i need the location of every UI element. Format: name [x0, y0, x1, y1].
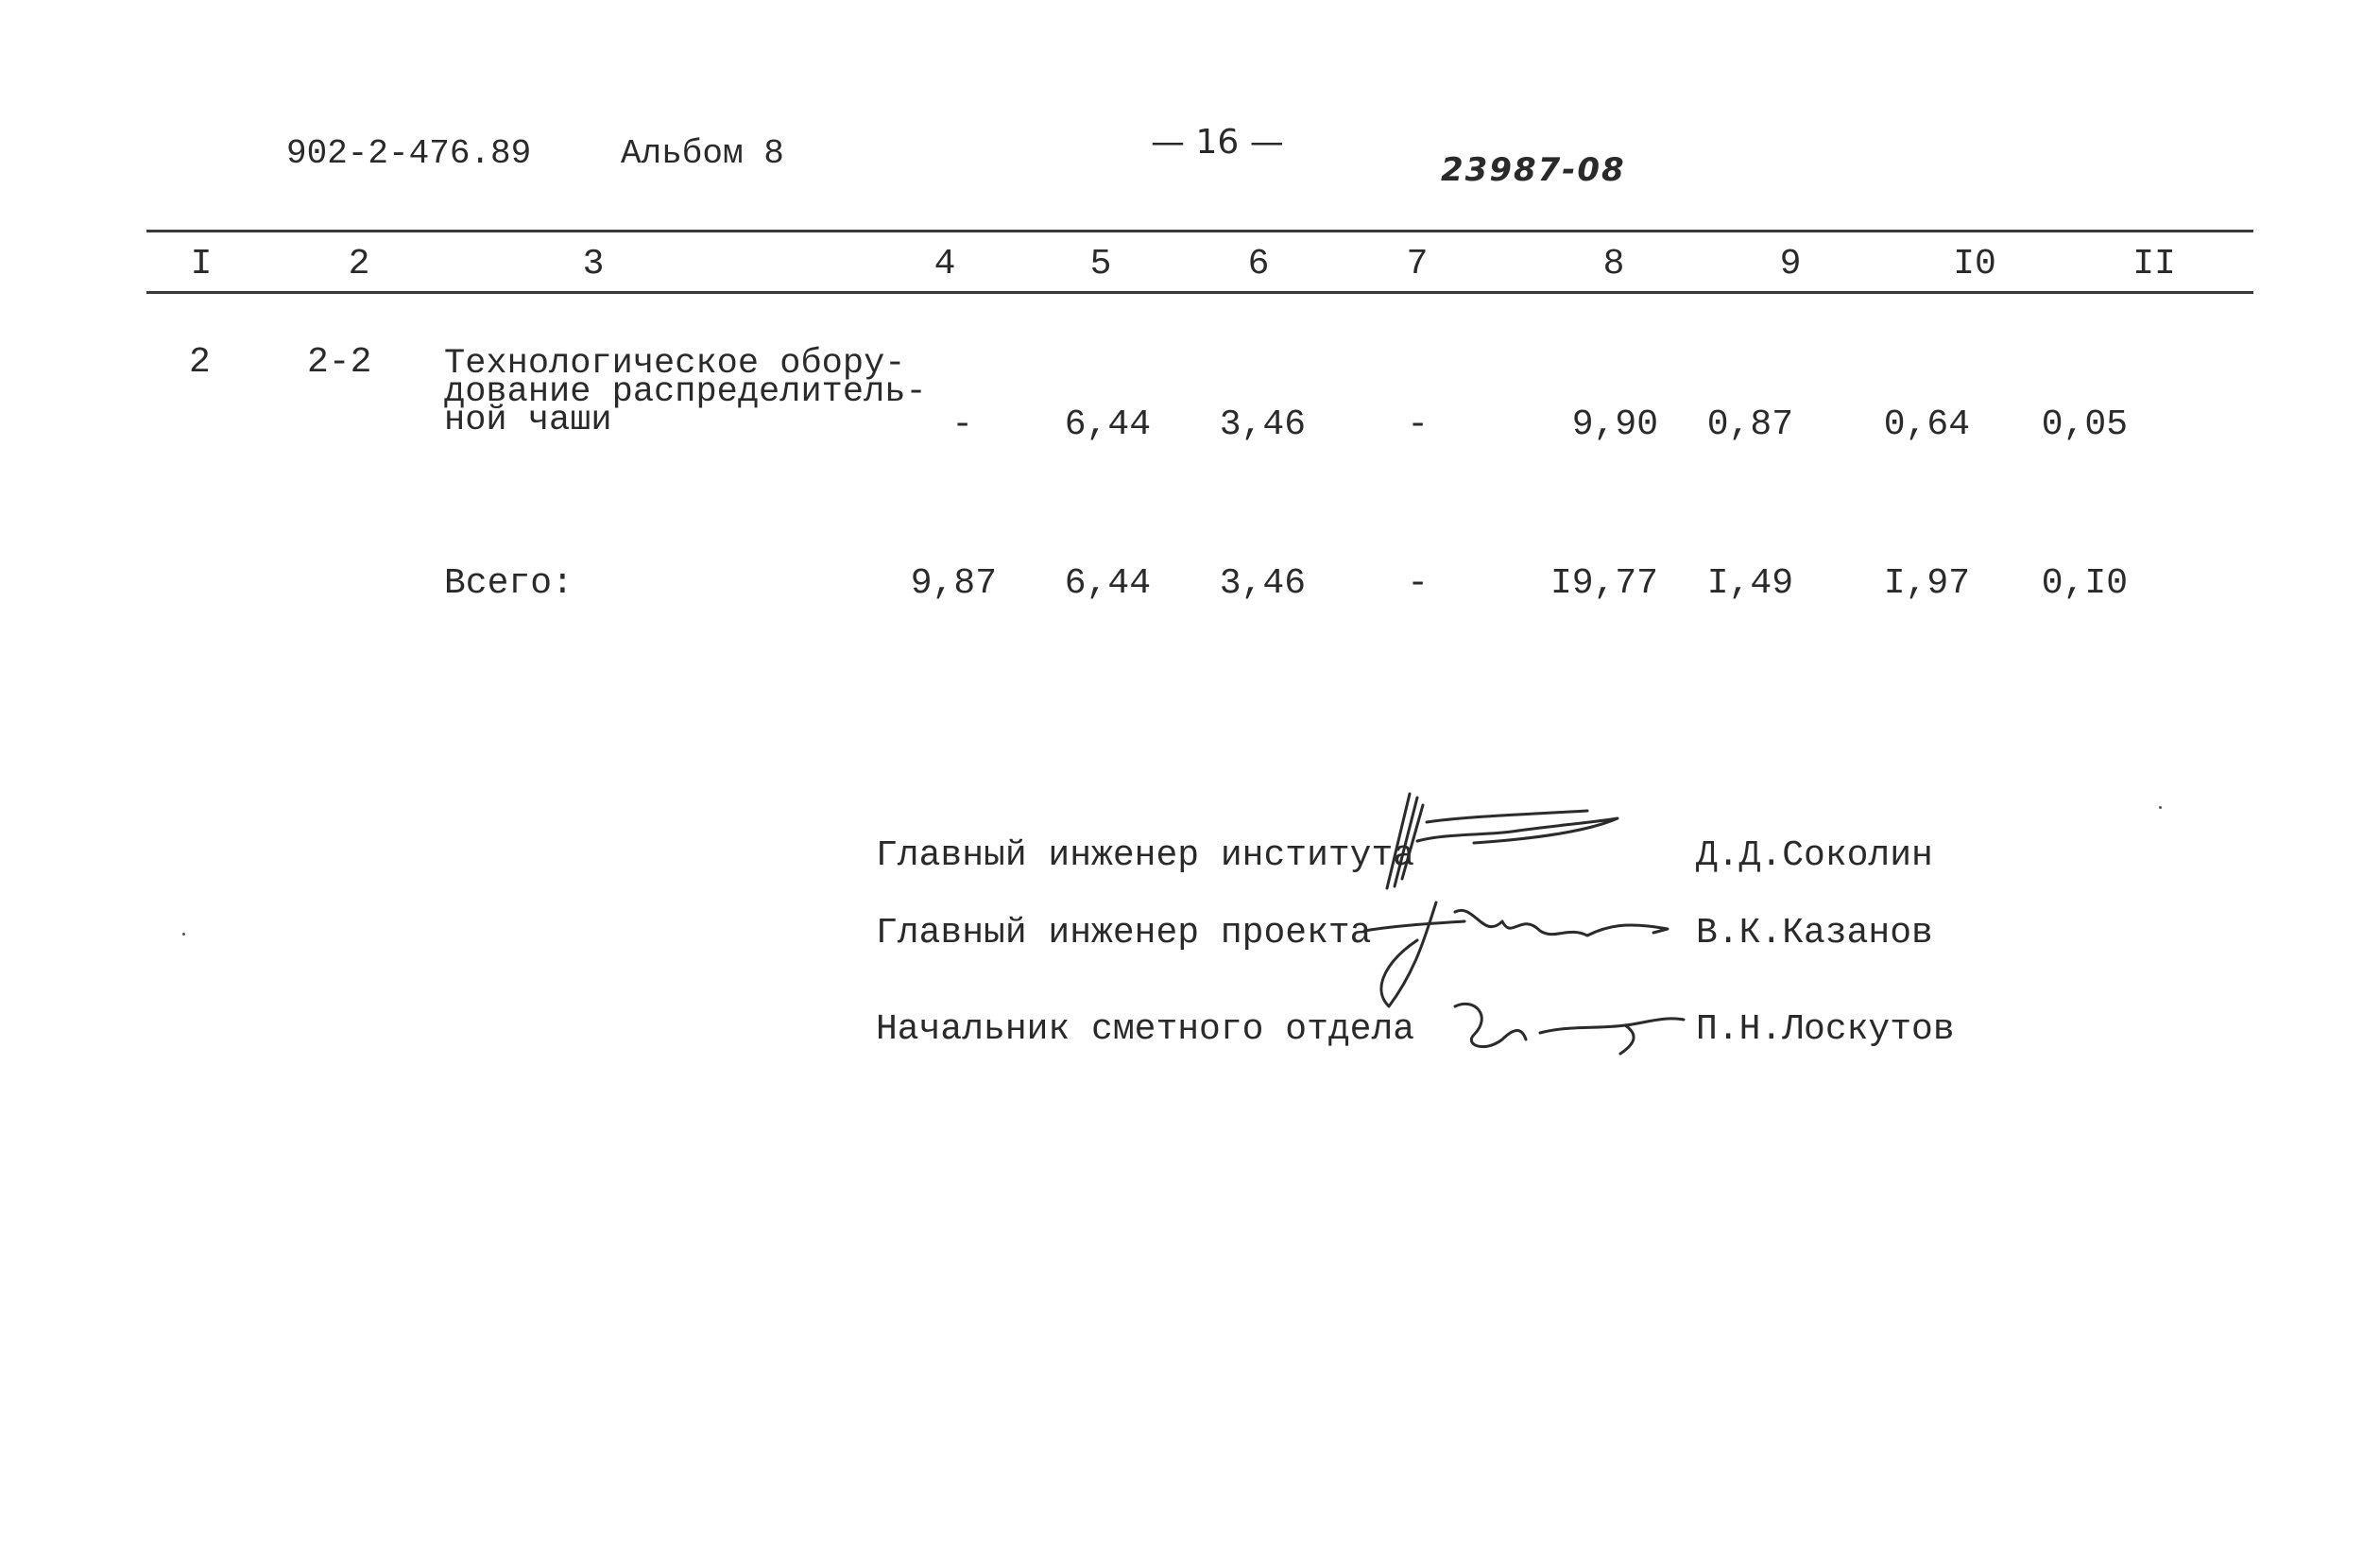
inventory-number: 23987-08: [1441, 151, 1626, 189]
table-top-rule: [146, 230, 2253, 232]
total-value-10: I,97: [1883, 563, 1970, 604]
description-line: дование распределитель-: [444, 372, 927, 412]
total-value-5: 6,44: [1064, 563, 1151, 604]
signature-name-loskutov: П.Н.Лоскутов: [1696, 1009, 1955, 1050]
col-header-3: 3: [582, 244, 605, 284]
col-header-9: 9: [1779, 244, 1802, 284]
album-label: Альбом 8: [621, 134, 784, 173]
col-header-4: 4: [933, 244, 956, 284]
col-header-1: I: [190, 244, 213, 284]
total-value-7: -: [1407, 563, 1429, 604]
row-value-11: 0,05: [2041, 404, 2128, 445]
row-number: 2: [189, 342, 211, 383]
col-header-7: 7: [1406, 244, 1429, 284]
scan-speck: [182, 933, 185, 936]
description-line: Технологическое обору-: [444, 344, 906, 384]
total-value-11: 0,I0: [2041, 563, 2128, 604]
signature-title-project-engineer: Главный инженер проекта: [876, 913, 1372, 953]
row-value-7: -: [1407, 404, 1429, 445]
col-header-6: 6: [1247, 244, 1270, 284]
col-header-8: 8: [1602, 244, 1625, 284]
col-header-11: II: [2132, 244, 2176, 284]
handwritten-signature-1: [1361, 784, 1625, 898]
total-value-8: I9,77: [1550, 563, 1658, 604]
signature-name-kazanov: В.К.Казанов: [1696, 913, 1933, 953]
row-value-5: 6,44: [1064, 404, 1151, 445]
row-code: 2-2: [307, 342, 372, 383]
description-line: ной чаши: [444, 401, 612, 440]
handwritten-signature-3: [1436, 988, 1691, 1063]
col-header-2: 2: [348, 244, 370, 284]
row-value-8: 9,90: [1571, 404, 1658, 445]
signature-title-estimate-head: Начальник сметного отдела: [876, 1009, 1415, 1050]
document-number: 902-2-476.89: [286, 134, 532, 173]
page-number: — 16 —: [1151, 123, 1284, 162]
total-value-4: 9,87: [910, 563, 997, 604]
col-header-5: 5: [1089, 244, 1112, 284]
signature-name-sokolin: Д.Д.Соколин: [1696, 835, 1933, 876]
total-value-9: I,49: [1706, 563, 1793, 604]
total-label: Всего:: [444, 563, 574, 604]
table-header-rule: [146, 291, 2253, 294]
total-value-6: 3,46: [1219, 563, 1306, 604]
row-value-6: 3,46: [1219, 404, 1306, 445]
signature-title-chief-engineer: Главный инженер института: [876, 835, 1415, 876]
scan-speck: [2159, 806, 2162, 809]
row-value-10: 0,64: [1883, 404, 1970, 445]
col-header-10: I0: [1953, 244, 1996, 284]
row-value-9: 0,87: [1706, 404, 1793, 445]
row-value-4: -: [951, 404, 973, 445]
